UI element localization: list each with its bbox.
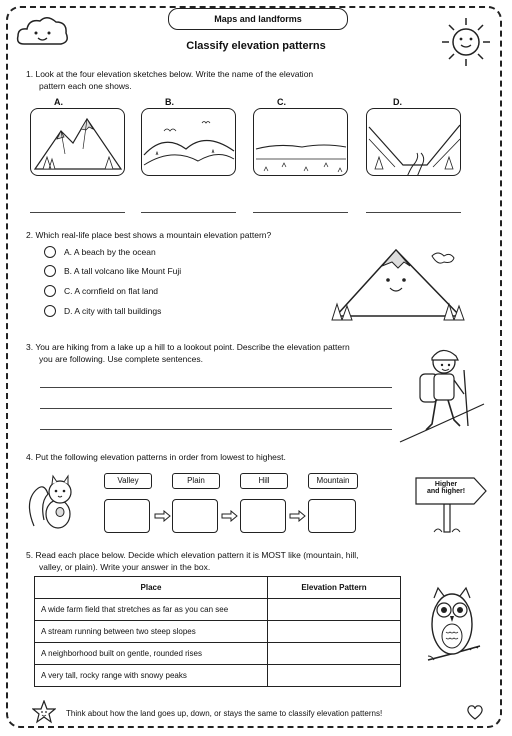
order-box-4[interactable]	[308, 499, 356, 533]
writing-line-3[interactable]	[40, 429, 392, 430]
sketch-panel-hills	[141, 108, 236, 176]
radio-option-c[interactable]	[44, 285, 56, 297]
question-2	[26, 229, 346, 241]
order-box-2[interactable]	[172, 499, 218, 533]
signpost-text	[418, 481, 474, 495]
mountain-sketch-icon	[31, 109, 125, 176]
order-box-1[interactable]	[104, 499, 150, 533]
question-1	[26, 68, 366, 92]
answer-line-a[interactable]	[30, 212, 125, 213]
word-card-valley[interactable]: Valley	[104, 473, 152, 489]
place-cell: A neighborhood built on gentle, rounded rises	[35, 643, 268, 665]
place-cell: A wide farm field that stretches as far as you can see	[35, 599, 268, 621]
smiling-star-icon	[32, 700, 56, 724]
right-arrow-icon	[154, 510, 172, 522]
answer-line-b[interactable]	[141, 212, 236, 213]
question-5	[26, 549, 406, 573]
table-row	[35, 665, 401, 687]
right-arrow-icon	[221, 510, 239, 522]
panel-letter-b: B.	[165, 97, 174, 107]
elevation-table	[34, 576, 401, 687]
signpost-line-2: and higher!	[426, 488, 466, 495]
subject-tab: Maps and landforms	[168, 8, 348, 30]
option-label-a: A. A beach by the ocean	[64, 247, 156, 257]
question-number: 4.	[26, 452, 34, 462]
page-title: Classify elevation patterns	[186, 40, 326, 52]
signpost-line-1: Higher	[434, 481, 458, 488]
answer-cell[interactable]	[268, 665, 401, 687]
table-row	[35, 643, 401, 665]
answer-line-d[interactable]	[366, 212, 461, 213]
panel-letter-a: A.	[54, 97, 63, 107]
option-label-c: C. A cornfield on flat land	[64, 286, 159, 296]
question-text: you are following. Use complete sentences.	[39, 354, 203, 364]
writing-line-1[interactable]	[40, 387, 392, 388]
smiling-mountain-illustration	[328, 240, 478, 324]
radio-option-d[interactable]	[44, 305, 56, 317]
table-row	[35, 599, 401, 621]
owl-illustration	[420, 584, 484, 674]
writing-line-2[interactable]	[40, 408, 392, 409]
word-card-hill[interactable]: Hill	[240, 473, 288, 489]
answer-cell[interactable]	[268, 643, 401, 665]
question-text: Which real-life place best shows a mountain elevation pattern?	[35, 230, 272, 240]
plain-sketch-icon	[254, 109, 348, 176]
question-number: 5.	[26, 550, 34, 560]
squirrel-illustration	[26, 472, 80, 532]
valley-sketch-icon	[367, 109, 461, 176]
place-cell: A stream running between two steep slopes	[35, 621, 268, 643]
radio-option-a[interactable]	[44, 246, 56, 258]
answer-cell[interactable]	[268, 621, 401, 643]
hiker-illustration	[396, 340, 488, 446]
word-card-mountain[interactable]: Mountain	[308, 473, 358, 489]
place-cell: A very tall, rocky range with snowy peaks	[35, 665, 268, 687]
radio-option-b[interactable]	[44, 265, 56, 277]
question-text: Put the following elevation patterns in order from lowest to highest.	[35, 452, 286, 462]
hills-sketch-icon	[142, 109, 236, 176]
option-label-d: D. A city with tall buildings	[64, 306, 162, 316]
right-arrow-icon	[289, 510, 307, 522]
column-header-place: Place	[35, 577, 268, 599]
option-label-b: B. A tall volcano like Mount Fuji	[64, 266, 182, 276]
question-text: valley, or plain). Write your answer in the box.	[39, 562, 211, 572]
question-4	[26, 451, 366, 463]
sketch-panel-valley	[366, 108, 461, 176]
question-number: 2.	[26, 230, 34, 240]
answer-line-c[interactable]	[253, 212, 348, 213]
word-card-plain[interactable]: Plain	[172, 473, 220, 489]
question-text: pattern each one shows.	[39, 81, 132, 91]
panel-letter-d: D.	[393, 97, 402, 107]
sketch-panel-plain	[253, 108, 348, 176]
panel-letter-c: C.	[277, 97, 286, 107]
question-number: 3.	[26, 342, 34, 352]
answer-cell[interactable]	[268, 599, 401, 621]
question-number: 1.	[26, 69, 34, 79]
sketch-panel-mountain	[30, 108, 125, 176]
question-text: You are hiking from a lake up a hill to a lookout point. Describe the elevation pattern	[35, 342, 350, 352]
question-3	[26, 341, 396, 365]
order-box-3[interactable]	[240, 499, 286, 533]
footer-tip: Think about how the land goes up, down, or stays the same to classify elevation patterns!	[66, 709, 383, 718]
table-header-row	[35, 577, 401, 599]
heart-icon	[466, 704, 484, 720]
question-text: Read each place below. Decide which elevation pattern it is MOST like (mountain, hill,	[35, 550, 359, 560]
table-row	[35, 621, 401, 643]
column-header-pattern: Elevation Pattern	[268, 577, 401, 599]
question-text: Look at the four elevation sketches below. Write the name of the elevation	[35, 69, 314, 79]
